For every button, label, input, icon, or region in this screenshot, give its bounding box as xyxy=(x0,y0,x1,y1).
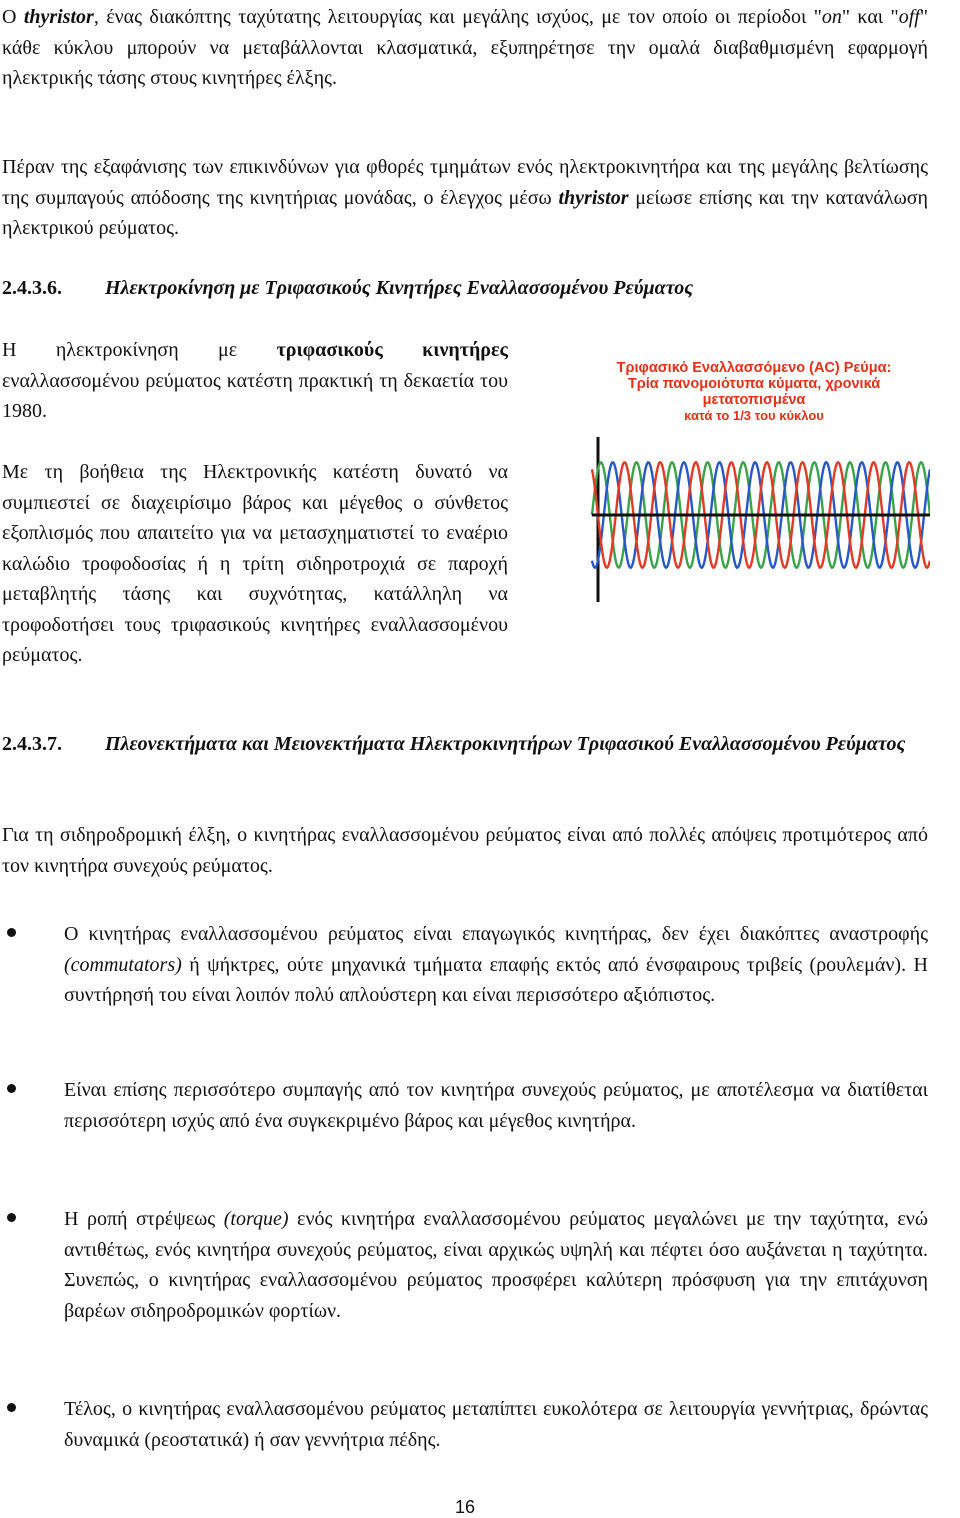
chart-title-line-2: Τρία πανομοιότυπα κύματα, χρονικά μετατοπισμένα xyxy=(627,376,881,408)
three-phase-motors-term: τριφασικούς κινητήρες xyxy=(276,339,508,361)
railway-traction-paragraph: Για τη σιδηροδρομική έλξη, ο κινητήρας εναλλασσομένου ρεύματος είναι από πολλές απόψεις προτιμότερος από τον κινητήρα συνεχούς ρεύματος. xyxy=(2,824,928,877)
bullet-icon xyxy=(7,928,16,937)
bullet-icon xyxy=(7,1084,16,1093)
section-heading-2-4-3-6 xyxy=(2,273,928,303)
section-number: 2.4.3.6. xyxy=(2,277,62,299)
three-phase-intro-paragraph: Η ηλεκτροκίνηση με τριφασικούς κινητήρες εναλλασσομένου ρεύματος κατέστη πρακτική τη δεκαετία του 1980. xyxy=(2,339,508,422)
list-item-text: Η ροπή στρέψεως (torque) ενός κινητήρα εναλλασσομένου ρεύματος μεγαλώνει με την ταχύτητα, ενώ αντιθέτως, ενός κινητήρα συνεχούς ρεύματος, είναι αρχικώς υψηλή και πέφτει όσο αυξάνεται η ταχύτητα. Συνεπώς, ο κινητήρας εναλλασσομένου ρεύματος προσφέρει καλύτερη πρόσφυση για την επιτάχυνση βαρέων σιδηροδρομικών φορτίων. xyxy=(64,1208,928,1322)
list-item-text: Ο κινητήρας εναλλασσομένου ρεύματος είναι επαγωγικός κινητήρας, δεν έχει διακόπτες αναστροφής (commutators) ή ψήκτρες, ούτε μηχανικά τμήματα επαφής εκτός από ένσφαιρους τριβείς (ρουλεμάν). Η συντήρησή του είναι λοιπόν πολύ απλούστερη και είναι περισσότερο αξιόπιστος. xyxy=(64,923,928,1006)
section-heading-2-4-3-7 xyxy=(2,729,928,760)
off-term: off xyxy=(898,6,920,28)
page-number: 16 xyxy=(454,1497,476,1517)
on-term: on xyxy=(821,6,842,28)
intro-paragraph: O thyristor, ένας διακόπτης ταχύτατης λειτουργίας και μεγάλης ισχύος, με τον οποίο οι περίοδοι "on" και "off" κάθε κύκλου μπορούν να μεταβάλλονται κλασματικά, εξυπηρέτησε την ομαλά διαβαθμισμένη εφαρμογή ηλεκτρικής τάσης στους κινητήρες έλξης. xyxy=(2,6,928,89)
wave-plot xyxy=(578,352,930,602)
commutators-term: (commutators) xyxy=(64,953,182,976)
three-phase-ac-chart xyxy=(578,352,930,602)
bullet-icon xyxy=(7,1403,16,1412)
bullet-icon xyxy=(7,1213,16,1222)
thyristor-benefits-paragraph: Πέραν της εξαφάνισης των επικινδύνων για φθορές τμημάτων ενός ηλεκτροκινητήρα και της μεγάλης βελτίωσης της συμπαγούς απόδοσης της κινητήριας μονάδας, ο έλεγχος μέσω thyristor μείωσε επίσης και την κατανάλωση ηλεκτρικού ρεύματος. xyxy=(2,156,928,239)
section-title: Ηλεκτροκίνηση με Τριφασικούς Κινητήρες Εναλλασσομένου Ρεύματος xyxy=(105,277,694,299)
chart-title-line-1: Τριφασικό Εναλλασσόμενο (AC) Ρεύμα: xyxy=(616,360,892,376)
torque-term: (torque) xyxy=(223,1208,289,1230)
list-item-text: Είναι επίσης περισσότερο συμπαγής από τον κινητήρα συνεχούς ρεύματος, με αποτέλεσμα να διατίθεται περισσότερη ισχύς από ένα συγκεκριμένο βάρος και μέγεθος κινητήρα. xyxy=(64,1079,928,1132)
electronics-paragraph: Με τη βοήθεια της Ηλεκτρονικής κατέστη δυνατό να συμπιεστεί σε διαχειρίσιμο βάρος και μέγεθος ο σύνθετος εξοπλισμός που απαιτείτο για να μετασχηματιστεί το εναέριο καλώδιο τροφοδοσίας ή η τρίτη σιδηροτροχιά σε παροχή μεταβλητής τάσης και συχνότητας, κατάλληλη να τροφοδοτήσει τους τριφασικούς κινητήρες εναλλασσομένου ρεύματος. xyxy=(2,461,508,666)
thyristor-term: thyristor xyxy=(23,6,94,28)
list-item-text: Τέλος, ο κινητήρας εναλλασσομένου ρεύματος μεταπίπτει ευκολότερα σε λειτουργία γεννήτριας, δρώντας δυναμικά (ρεοστατικά) ή σαν γεννήτρια πέδης. xyxy=(64,1398,928,1451)
thyristor-term: thyristor xyxy=(558,186,629,209)
section-title: Πλεονεκτήματα και Μειονεκτήματα Ηλεκτροκινητήρων Τριφασικού Εναλλασσομένου Ρεύματος xyxy=(105,733,906,755)
chart-title-line-3: κατά το 1/3 του κύκλου xyxy=(684,408,824,423)
section-number: 2.4.3.7. xyxy=(2,733,62,755)
